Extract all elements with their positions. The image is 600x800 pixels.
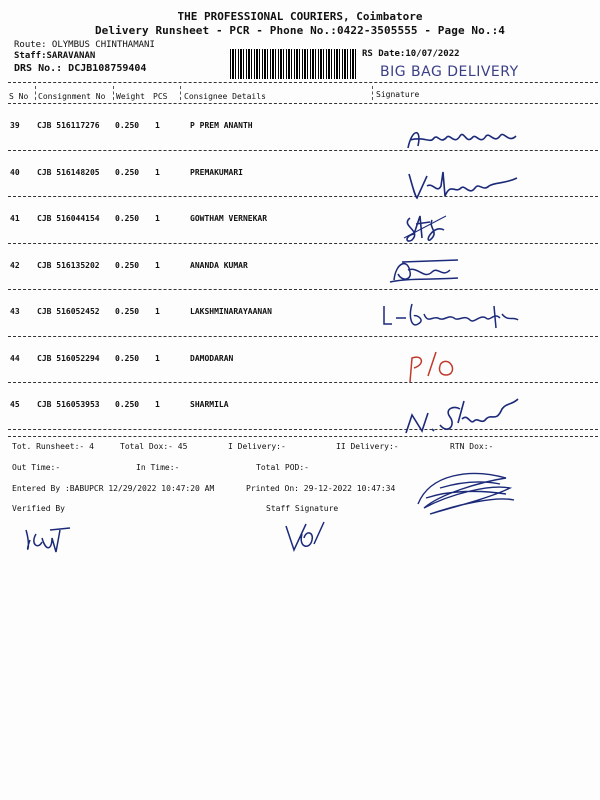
staff-signature [280, 518, 330, 558]
printed-on: Printed On: 29-12-2022 10:47:34 [246, 484, 396, 493]
col-consignee: Consignee Details [184, 92, 266, 101]
row-weight: 0.250 [115, 400, 140, 409]
row-pcs: 1 [155, 353, 160, 363]
total-pod: Total POD:- [256, 463, 309, 472]
row-sno: 44 [10, 353, 20, 363]
i-delivery: I Delivery:- [228, 442, 286, 451]
row-rule [8, 243, 598, 244]
row-weight: 0.250 [115, 167, 140, 177]
row-pcs: 1 [155, 121, 160, 130]
barcode [230, 49, 356, 79]
rs-date: RS Date:10/07/2022 [362, 49, 460, 59]
row-sno: 40 [10, 167, 20, 177]
row-weight: 0.250 [115, 353, 140, 363]
drs-number: DRS No.: DCJB108759404 [14, 63, 147, 74]
rule [8, 436, 598, 437]
row-consignee: PREMAKUMARI [190, 167, 243, 177]
row-weight: 0.250 [115, 214, 140, 223]
entered-by: Entered By :BABUPCR 12/29/2022 10:47:20 AM [12, 484, 215, 493]
verified-by: Verified By [12, 504, 65, 513]
row-consignment-no: CJB 516052294 [37, 353, 100, 363]
row-sno: 45 [10, 400, 20, 409]
ii-delivery: II Delivery:- [336, 442, 399, 451]
col-sno: S No [9, 92, 29, 101]
row-consignment-no: CJB 516044154 [37, 214, 100, 223]
row-sno: 43 [10, 307, 20, 316]
rtn-dox: RTN Dox:- [450, 442, 494, 451]
big-bag-stamp: BIG BAG DELIVERY [380, 64, 519, 80]
row-pcs: 1 [155, 214, 160, 223]
out-time: Out Time:- [12, 463, 61, 472]
row-consignment-no: CJB 516052452 [37, 307, 100, 316]
row-consignment-no: CJB 516053953 [37, 400, 100, 409]
row-consignment-no: CJB 516117276 [37, 121, 100, 130]
row-consignee: SHARMILA [190, 400, 229, 409]
rule [8, 103, 598, 104]
row-weight: 0.250 [115, 260, 140, 270]
row-pcs: 1 [155, 307, 160, 316]
col-sep [372, 86, 373, 100]
signature-39 [400, 118, 530, 158]
signature-40 [405, 168, 535, 204]
total-dox: Total Dox:- 45 [120, 442, 188, 451]
rule [8, 82, 598, 83]
signature-41 [400, 210, 480, 246]
col-weight: Weight [116, 92, 145, 101]
row-weight: 0.250 [115, 307, 140, 316]
company-title: THE PROFESSIONAL COURIERS, Coimbatore [177, 10, 423, 23]
col-sep [35, 86, 36, 100]
col-consignment: Consignment No [38, 92, 106, 101]
verified-signature [20, 520, 80, 560]
staff-label: Staff:SARAVANAN [14, 51, 96, 61]
row-consignee: GOWTHAM VERNEKAR [190, 214, 268, 223]
row-sno: 41 [10, 214, 20, 223]
row-consignee: ANANDA KUMAR [190, 260, 248, 270]
in-time: In Time:- [136, 463, 180, 472]
ink-scribble [410, 464, 520, 520]
signature-44 [400, 346, 470, 386]
row-pcs: 1 [155, 167, 160, 177]
row-rule [8, 382, 598, 383]
row-consignee: LAKSHMINARAYAANAN [190, 307, 272, 316]
row-sno: 39 [10, 121, 20, 130]
row-sno: 42 [10, 260, 20, 270]
row-weight: 0.250 [115, 121, 140, 130]
col-sep [113, 86, 114, 100]
row-consignee: P PREM ANANTH [190, 121, 253, 130]
route-label: Route: OLYMBUS CHINTHAMANI [14, 40, 155, 50]
col-pcs: PCS [153, 92, 168, 101]
runsheet-title: Delivery Runsheet - PCR - Phone No.:0422-3505555 - Page No.:4 [94, 24, 506, 37]
col-signature: Signature [376, 90, 420, 99]
row-rule [8, 289, 598, 290]
staff-signature-label: Staff Signature [266, 504, 339, 513]
row-pcs: 1 [155, 400, 160, 409]
row-consignee: DAMODARAN [190, 353, 234, 363]
signature-43 [378, 298, 538, 338]
signature-45 [400, 395, 530, 441]
signature-42 [388, 252, 468, 288]
row-consignment-no: CJB 516148205 [37, 167, 100, 177]
col-sep [180, 86, 181, 100]
row-consignment-no: CJB 516135202 [37, 260, 100, 270]
tot-runsheet: Tot. Runsheet:- 4 [12, 442, 94, 451]
row-pcs: 1 [155, 260, 160, 270]
